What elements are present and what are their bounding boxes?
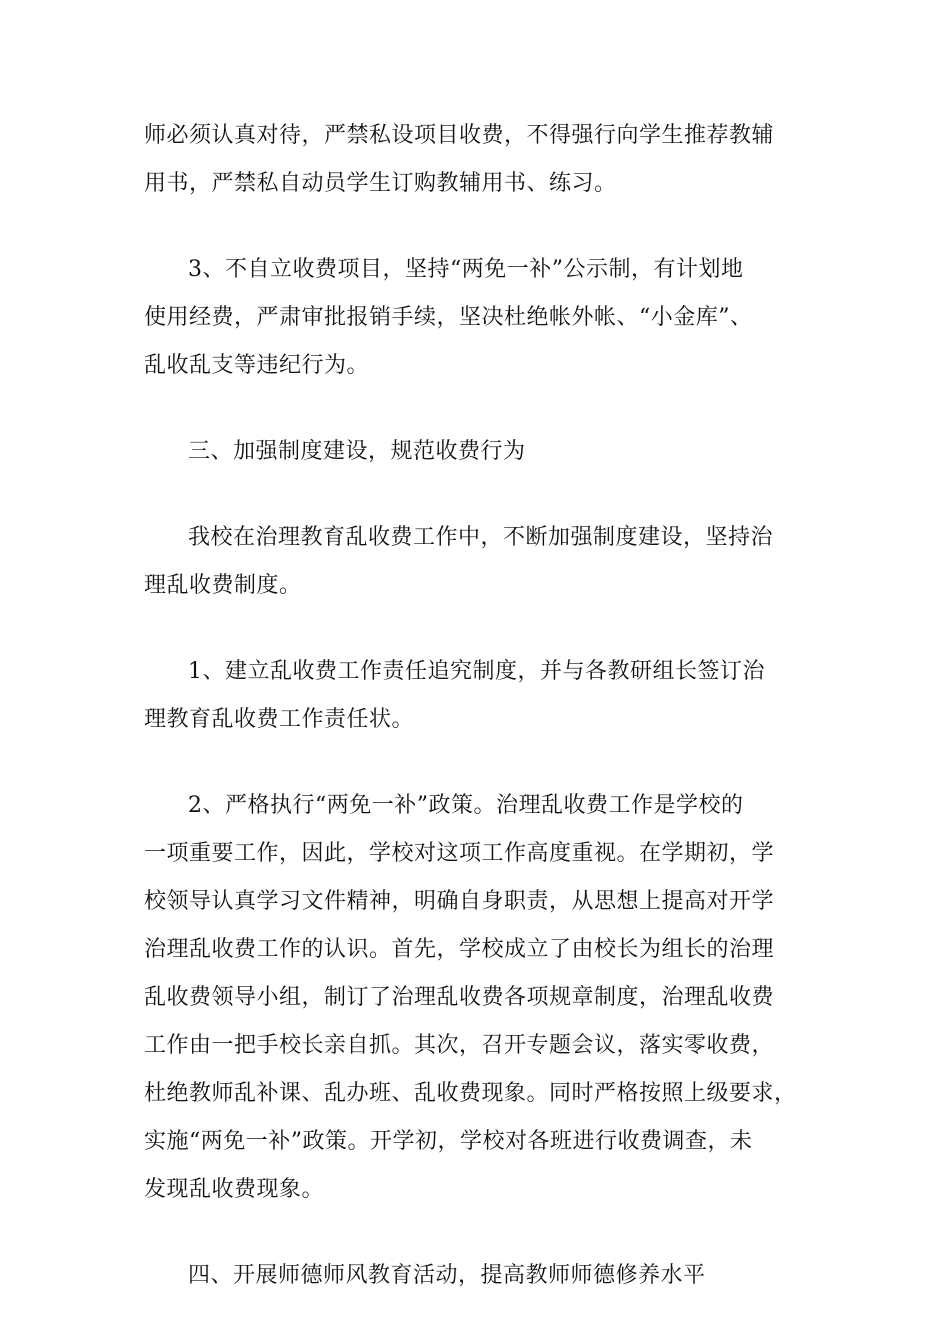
text-line: 我校在治理教育乱收费工作中，不断加强制度建设，坚持治 [188,525,774,550]
paragraph-2 [144,246,808,390]
text-line: 1、建立乱收费工作责任追究制度，并与各教研组长签订治 [188,659,765,684]
text-line: 乱收乱支等违纪行为。 [144,353,370,378]
text-line: 发现乱收费现象。 [144,1177,325,1202]
document-body [144,112,808,1338]
text-line: 校领导认真学习文件精神，明确自身职责，从思想上提高对开学 [144,889,775,914]
text-line: 3、不自立收费项目，坚持“两免一补”公示制，有计划地 [188,257,744,282]
text-line: 理教育乱收费工作责任状。 [144,707,415,732]
text-line: 用书，严禁私自动员学生订购教辅用书、练习。 [144,171,617,196]
section-heading-text: 四、开展师德师风教育活动，提高教师师德修养水平 [188,1263,706,1288]
paragraph-1 [144,112,808,208]
text-line: 2、严格执行“两免一补”政策。治理乱收费工作是学校的 [188,793,744,818]
text-line: 实施“两免一补”政策。开学初，学校对各班进行收费调查，未 [144,1129,753,1154]
text-line: 使用经费，严肃审批报销手续，坚决杜绝帐外帐、“小金库”、 [144,305,753,330]
text-line: 师必须认真对待，严禁私设项目收费，不得强行向学生推荐教辅 [144,123,775,148]
paragraph-4 [144,514,808,610]
text-line: 乱收费领导小组，制订了治理乱收费各项规章制度，治理乱收费 [144,985,775,1010]
text-line: 一项重要工作，因此，学校对这项工作高度重视。在学期初，学 [144,841,775,866]
text-line: 理乱收费制度。 [144,573,302,598]
paragraph-6 [144,782,808,1214]
section-heading-3 [144,428,808,476]
text-line: 治理乱收费工作的认识。首先，学校成立了由校长为组长的治理 [144,937,775,962]
paragraph-5 [144,648,808,744]
text-line: 工作由一把手校长亲自抓。其次，召开专题会议，落实零收费， [144,1033,775,1058]
section-heading-7 [144,1252,808,1300]
text-line: 杜绝教师乱补课、乱办班、乱收费现象。同时严格按照上级要求， [144,1081,797,1106]
section-heading-text: 三、加强制度建设，规范收费行为 [188,439,526,464]
